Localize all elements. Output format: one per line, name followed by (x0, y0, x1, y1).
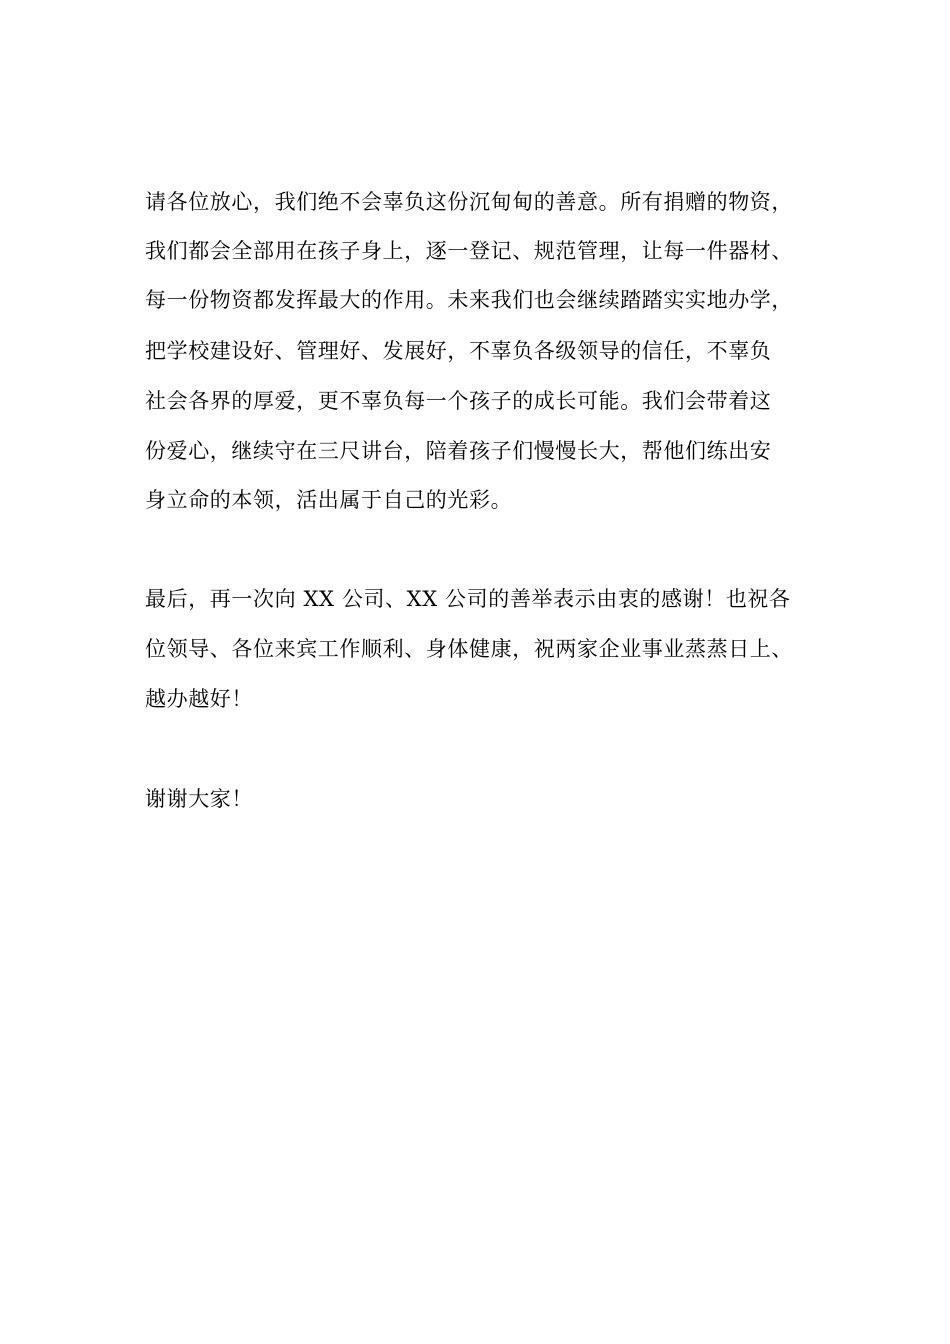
text-line: 把学校建设好、管理好、发展好，不辜负各级领导的信任，不辜负 (145, 339, 772, 363)
text-line: 最后，再一次向 XX 公司、XX 公司的善举表示由衷的感谢！也祝各 (145, 587, 791, 611)
text-line: 我们都会全部用在孩子身上，逐一登记、规范管理，让每一件器材、 (145, 239, 793, 263)
text-line: 位领导、各位来宾工作顺利、身体健康，祝两家企业事业蒸蒸日上、 (145, 637, 793, 661)
text-line: 份爱心，继续守在三尺讲台，陪着孩子们慢慢长大，帮他们练出安 (145, 439, 772, 463)
text-line: 请各位放心，我们绝不会辜负这份沉甸甸的善意。所有捐赠的物资， (145, 190, 793, 214)
text-line: 社会各界的厚爱，更不辜负每一个孩子的成长可能。我们会带着这 (145, 389, 772, 413)
text-line: 谢谢大家！ (145, 787, 253, 811)
text-line: 每一份物资都发挥最大的作用。未来我们也会继续踏踏实实地办学， (145, 288, 793, 312)
text-line: 越办越好！ (145, 687, 253, 711)
text-line: 身立命的本领，活出属于自己的光彩。 (145, 488, 513, 512)
